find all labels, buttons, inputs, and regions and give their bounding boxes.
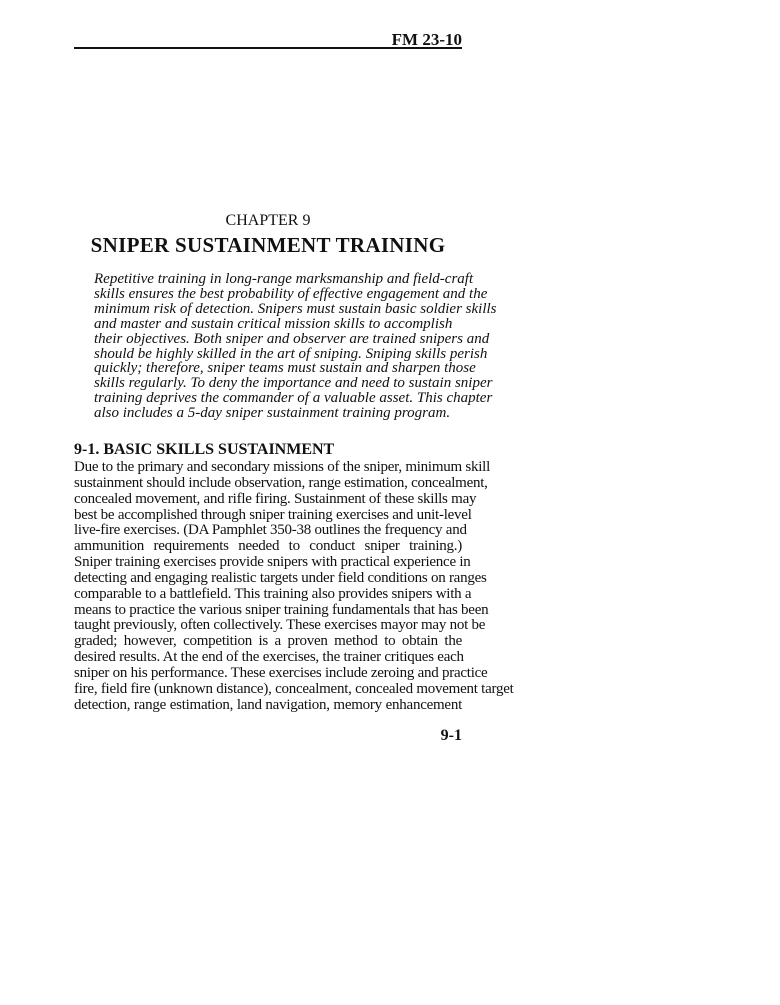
body-line: detection, range estimation, land navigation, memory enhancement: [74, 696, 462, 713]
intro-line: their objectives. Both sniper and observer are trained snipers and: [94, 330, 490, 347]
intro-line: minimum risk of detection. Snipers must sustain basic soldier skills: [94, 300, 497, 317]
chapter-title: SNIPER SUSTAINMENT TRAINING: [90, 233, 446, 257]
body-line: live-fire exercises. (DA Pamphlet 350-38 outlines the frequency and: [74, 522, 467, 539]
body-line: taught previously, often collectively. These exercises mayor may not be: [74, 617, 486, 634]
intro-line: quickly; therefore, sniper teams must sustain and sharpen those: [94, 360, 476, 377]
header-rule: [74, 47, 462, 49]
body-line: best be accomplished through sniper training exercises and unit-level: [74, 506, 472, 523]
section-body: [74, 459, 514, 714]
intro-line: training deprives the commander of a valuable asset. This chapter: [94, 390, 493, 407]
chapter-label: CHAPTER 9: [225, 212, 311, 229]
body-line: Due to the primary and secondary missions of the sniper, minimum skill: [74, 459, 490, 475]
intro-line: skills ensures the best probability of effective engagement and the: [94, 285, 488, 302]
body-line: ammunition requirements needed to conduct sniper training.): [74, 538, 462, 555]
body-line: concealed movement, and rifle firing. Sustainment of these skills may: [74, 490, 477, 507]
body-line: sniper on his performance. These exercises include zeroing and practice: [74, 664, 488, 681]
body-line: sustainment should include observation, range estimation, concealment,: [74, 474, 488, 491]
intro-line: skills regularly. To deny the importance and need to sustain sniper: [94, 375, 493, 392]
intro-line: also includes a 5-day sniper sustainment training program.: [94, 405, 451, 422]
body-line: fire, field fire (unknown distance), concealment, concealed movement target: [74, 680, 514, 697]
body-line: comparable to a battlefield. This training also provides snipers with a: [74, 585, 472, 602]
body-line: graded; however, competition is a proven method to obtain the: [74, 633, 462, 650]
body-line: detecting and engaging realistic targets under field conditions on ranges: [74, 569, 487, 586]
page-number: 9-1: [440, 727, 462, 744]
section-heading: 9-1. BASIC SKILLS SUSTAINMENT: [74, 441, 335, 458]
intro-line: and master and sustain critical mission skills to accomplish: [94, 315, 453, 332]
body-line: desired results. At the end of the exercises, the trainer critiques each: [74, 649, 464, 666]
manual-id: FM 23-10: [391, 30, 462, 49]
body-line: means to practice the various sniper training fundamentals that has been: [74, 601, 489, 618]
intro-line: Repetitive training in long-range marksmanship and field-craft: [94, 271, 474, 287]
chapter-introduction: [94, 271, 497, 422]
body-line: Sniper training exercises provide snipers with practical experience in: [74, 554, 471, 571]
intro-line: should be highly skilled in the art of sniping. Sniping skills perish: [94, 345, 488, 362]
